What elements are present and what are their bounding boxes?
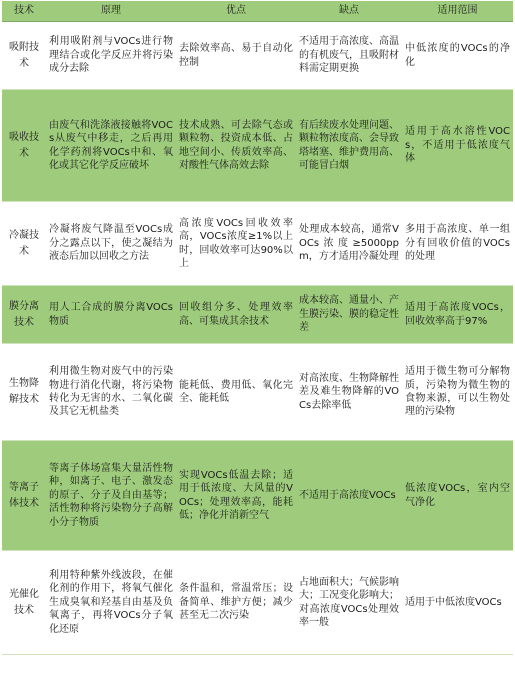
tech-cell: 吸附技术 [9, 41, 39, 69]
tech-cell: 光催化技术 [9, 588, 39, 616]
table-row [2, 344, 513, 441]
advantages-cell: 去除效率高、易于自动化控制 [179, 43, 293, 68]
table-row [2, 90, 513, 202]
principle-cell: 由废气和洗涤液接触将VOCs从废气中移走，之后再用化学药剂将VOCs中和、氧化或其它化学反应破坏 [49, 119, 173, 171]
scope-cell: 低浓度VOCs，室内空气净化 [405, 483, 510, 508]
advantages-cell: 高浓度VOCs回收效率高，VOCs浓度≥1%以上时，回收效率可达90%以上 [179, 217, 293, 269]
scope-cell: 适用于中低浓度VOCs [405, 596, 502, 608]
scope-cell: 多用于高浓度、单一组分有回收价值的VOCs的处理 [405, 224, 510, 263]
tech-cell: 冷凝技术 [9, 229, 39, 257]
header-tech: 技术 [14, 5, 34, 17]
principle-cell: 利用吸附剂与VOCs进行物理结合或化学反应并将污染成分去除 [49, 36, 173, 75]
table-row [2, 441, 513, 551]
table-row [2, 22, 513, 90]
table-row [2, 286, 513, 344]
header-scope: 适用范围 [437, 5, 478, 17]
table-row [2, 202, 513, 286]
disadvantages-cell: 不适用于高浓度VOCs [299, 489, 396, 501]
scope-cell: 适用于高水溶性VOCs，不适用于低浓度气体 [405, 126, 510, 165]
advantages-cell: 条件温和，常温常压；设备简单、维护方便；减少甚至无二次污染 [179, 583, 293, 622]
tech-cell: 生物降解技术 [9, 378, 39, 405]
tech-cell: 等离子体技术 [9, 481, 39, 509]
advantages-cell: 技术成熟、可去除气态或颗粒物、投资成本低、占地空间小、传质效率高、对酸性气体高效去除 [179, 119, 293, 171]
advantages-cell: 实现VOCs低温去除；适用于低浓度、大风量的VOCs；处理效率高，能耗低；净化并消新空气 [179, 469, 293, 521]
scope-cell: 适用于微生物可分解物质，污染物为微生物的食物来源，可以生物处理的污染物 [405, 366, 510, 418]
disadvantages-cell: 对高浓度、生物降解性差及难生物降解的VOCs去除率低 [299, 372, 399, 411]
principle-cell: 冷凝将废气降温至VOCs成分之露点以下，使之凝结为液态后加以回收之方法 [49, 224, 173, 263]
header-principle: 原理 [101, 5, 121, 17]
principle-cell: 等离子体场富集大量活性物种，如离子、电子、激发态的原子、分子及自由基等；活性物种将污染物分子高解小分子物质 [49, 462, 173, 528]
header-advantages: 优点 [226, 5, 246, 17]
advantages-cell: 能耗低、费用低、氧化完全、能耗低 [179, 379, 293, 404]
principle-cell: 用人工合成的膜分离VOCs物质 [49, 302, 173, 327]
header-row [2, 1, 513, 22]
scope-cell: 中低浓度的VOCs的净化 [405, 43, 510, 68]
disadvantages-cell: 成本较高、通量小、产生膜污染、膜的稳定性差 [299, 295, 399, 334]
scope-cell: 适用于高浓度VOCs，回收效率高于97% [405, 302, 510, 327]
header-disadvantages: 缺点 [339, 5, 359, 17]
tech-cell: 膜分离技术 [9, 300, 39, 328]
voc-technology-table [2, 1, 513, 655]
advantages-cell: 回收组分多、处理效率高、可集成其余技术 [179, 302, 293, 327]
tech-cell: 吸收技术 [9, 131, 39, 159]
principle-cell: 利用特种紫外线波段，在催化剂的作用下，将氧气催化生成臭氧和羟基自由基及负氧离子，再将VOCs分子氧化还原 [49, 569, 173, 635]
disadvantages-cell: 不适用于高浓度、高温的有机废气，且吸附材料需定期更换 [299, 36, 399, 75]
disadvantages-cell: 占地面积大；气候影响大；工况变化影响大；对高浓度VOCs处理效率一般 [299, 576, 399, 628]
principle-cell: 利用微生物对废气中的污染物进行消化代谢，将污染物转化为无害的水、二氧化碳及其它无机盐类 [49, 366, 173, 418]
disadvantages-cell: 有后续废水处理问题、颗粒物浓度高、会导致塔堵塞、维护费用高、可能冒白烟 [299, 119, 399, 171]
table-row [2, 551, 513, 655]
disadvantages-cell: 处理成本较高，通常VOCs浓度≥5000ppm，方才适用冷凝处理 [299, 224, 399, 263]
